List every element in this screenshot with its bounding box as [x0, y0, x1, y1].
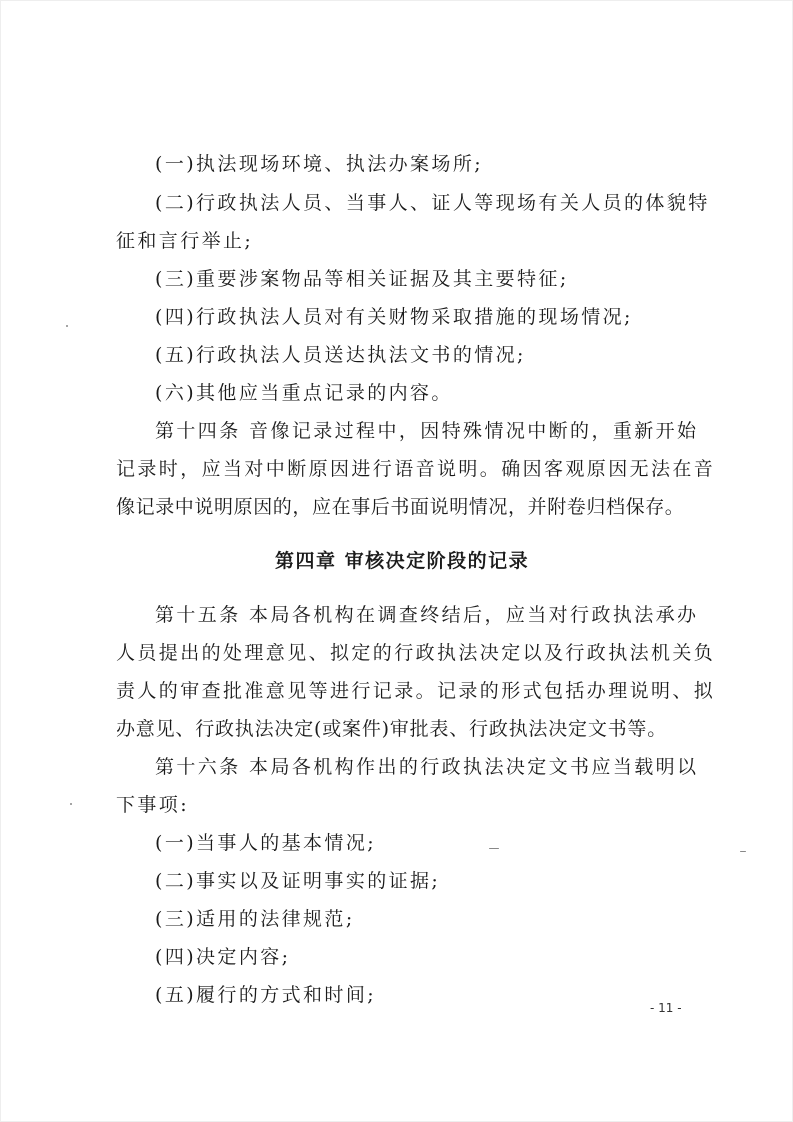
page-number: - 11 -: [650, 1001, 682, 1015]
item-1-execution-site: (一)执法现场环境、执法办案场所;: [155, 153, 484, 175]
item-6-other-content: (六)其他应当重点记录的内容。: [155, 382, 453, 404]
article-15-line-2: 人员提出的处理意见、拟定的行政执法决定以及行政执法机关负: [116, 642, 716, 664]
item-3-evidence: (三)重要涉案物品等相关证据及其主要特征;: [155, 268, 569, 290]
article-16-item-2: (二)事实以及证明事实的证据;: [155, 870, 441, 892]
item-2-personnel-conduct: (二)行政执法人员、当事人、证人等现场有关人员的体貌特: [155, 192, 710, 214]
article-16-item-4: (四)决定内容;: [155, 946, 291, 968]
chapter-heading: 第四章 审核决定阶段的记录: [275, 550, 530, 572]
scan-speck: [740, 851, 746, 852]
article-14-line-2: 记录时，应当对中断原因进行语音说明。确因客观原因无法在音: [116, 458, 716, 480]
scan-speck: [489, 848, 499, 849]
item-4-property-measures: (四)行政执法人员对有关财物采取措施的现场情况;: [155, 306, 633, 328]
article-15-line-4: 办意见、行政执法决定(或案件)审批表、行政执法决定文书等。: [116, 718, 668, 740]
article-16-line-1: 第十六条 本局各机构作出的行政执法决定文书应当载明以: [155, 756, 699, 778]
article-14-line-1: 第十四条 音像记录过程中，因特殊情况中断的，重新开始: [155, 420, 699, 442]
item-2-continued: 征和言行举止;: [116, 230, 254, 252]
article-16-item-1: (一)当事人的基本情况;: [155, 832, 377, 854]
article-16-line-2: 下事项:: [116, 794, 190, 816]
article-15-line-1: 第十五条 本局各机构在调查终结后，应当对行政执法承办: [155, 604, 699, 626]
scan-speck: [66, 325, 68, 327]
article-16-item-3: (三)适用的法律规范;: [155, 908, 355, 930]
scan-speck: [70, 803, 72, 805]
item-5-document-service: (五)行政执法人员送达执法文书的情况;: [155, 344, 526, 366]
article-14-line-3: 像记录中说明原因的，应在事后书面说明情况，并附卷归档保存。: [116, 496, 685, 518]
article-15-line-3: 责人的审查批准意见等进行记录。记录的形式包括办理说明、拟: [116, 680, 716, 702]
article-16-item-5: (五)履行的方式和时间;: [155, 984, 377, 1006]
